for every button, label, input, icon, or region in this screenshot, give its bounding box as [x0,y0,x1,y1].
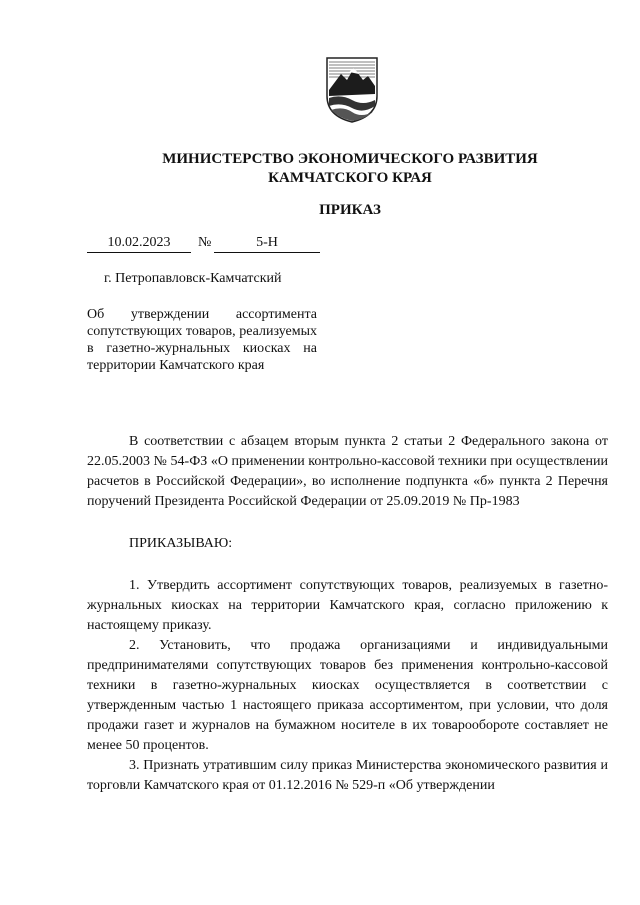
kamchatka-emblem-icon [323,56,381,124]
ministry-name-line2: КАМЧАТСКОГО КРАЯ [268,170,432,186]
order-item-1: 1. Утвердить ассортимент сопутствующих товаров, реализуемых в газетно-журнальных киосках на территории Камчатского края, согласно приложению к настоящему приказу. [87,578,608,633]
ministry-name-line1: МИНИСТЕРСТВО ЭКОНОМИЧЕСКОГО РАЗВИТИЯ [162,151,538,167]
order-date: 10.02.2023 [87,233,191,253]
order-item-2: 2. Установить, что продажа организациями и индивидуальными предпринимателями сопутствующих товаров без применения контрольно-кассовой техники в газетно-журнальных киосках осуществляется в соответствии с утвержденным частью 1 настоящего приказа ассортиментом, при условии, что доля продажи газет и журналов на бумажном носителе в их товарообороте составляет не менее 50 процентов. [87,638,608,753]
order-body [87,432,608,796]
document-type: ПРИКАЗ [319,202,381,218]
ministry-name [60,150,640,188]
order-title: Об утверждении ассортимента сопутствующих товаров, реализуемых в газетно-журнальных киосках на территории Камчатского края [87,307,317,373]
order-item-3: 3. Признать утратившим силу приказ Министерства экономического развития и торговли Камчатского края от 01.12.2016 № 529-п «Об утверждении [87,758,608,793]
preamble-paragraph: В соответствии с абзацем вторым пункта 2 статьи 2 Федерального закона от 22.05.2003 № 54-ФЗ «О применении контрольно-кассовой техники при осуществлении расчетов в Российской Федерации», во исполнение подпункта «б» пункта 2 Перечня поручений Президента Российской Федерации от 25.09.2019 № Пр-1983 [87,434,608,509]
order-word: ПРИКАЗЫВАЮ: [129,536,233,551]
order-number: 5-Н [214,233,320,253]
city: г. Петропавловск-Камчатский [104,271,282,286]
number-sign: № [198,235,212,250]
